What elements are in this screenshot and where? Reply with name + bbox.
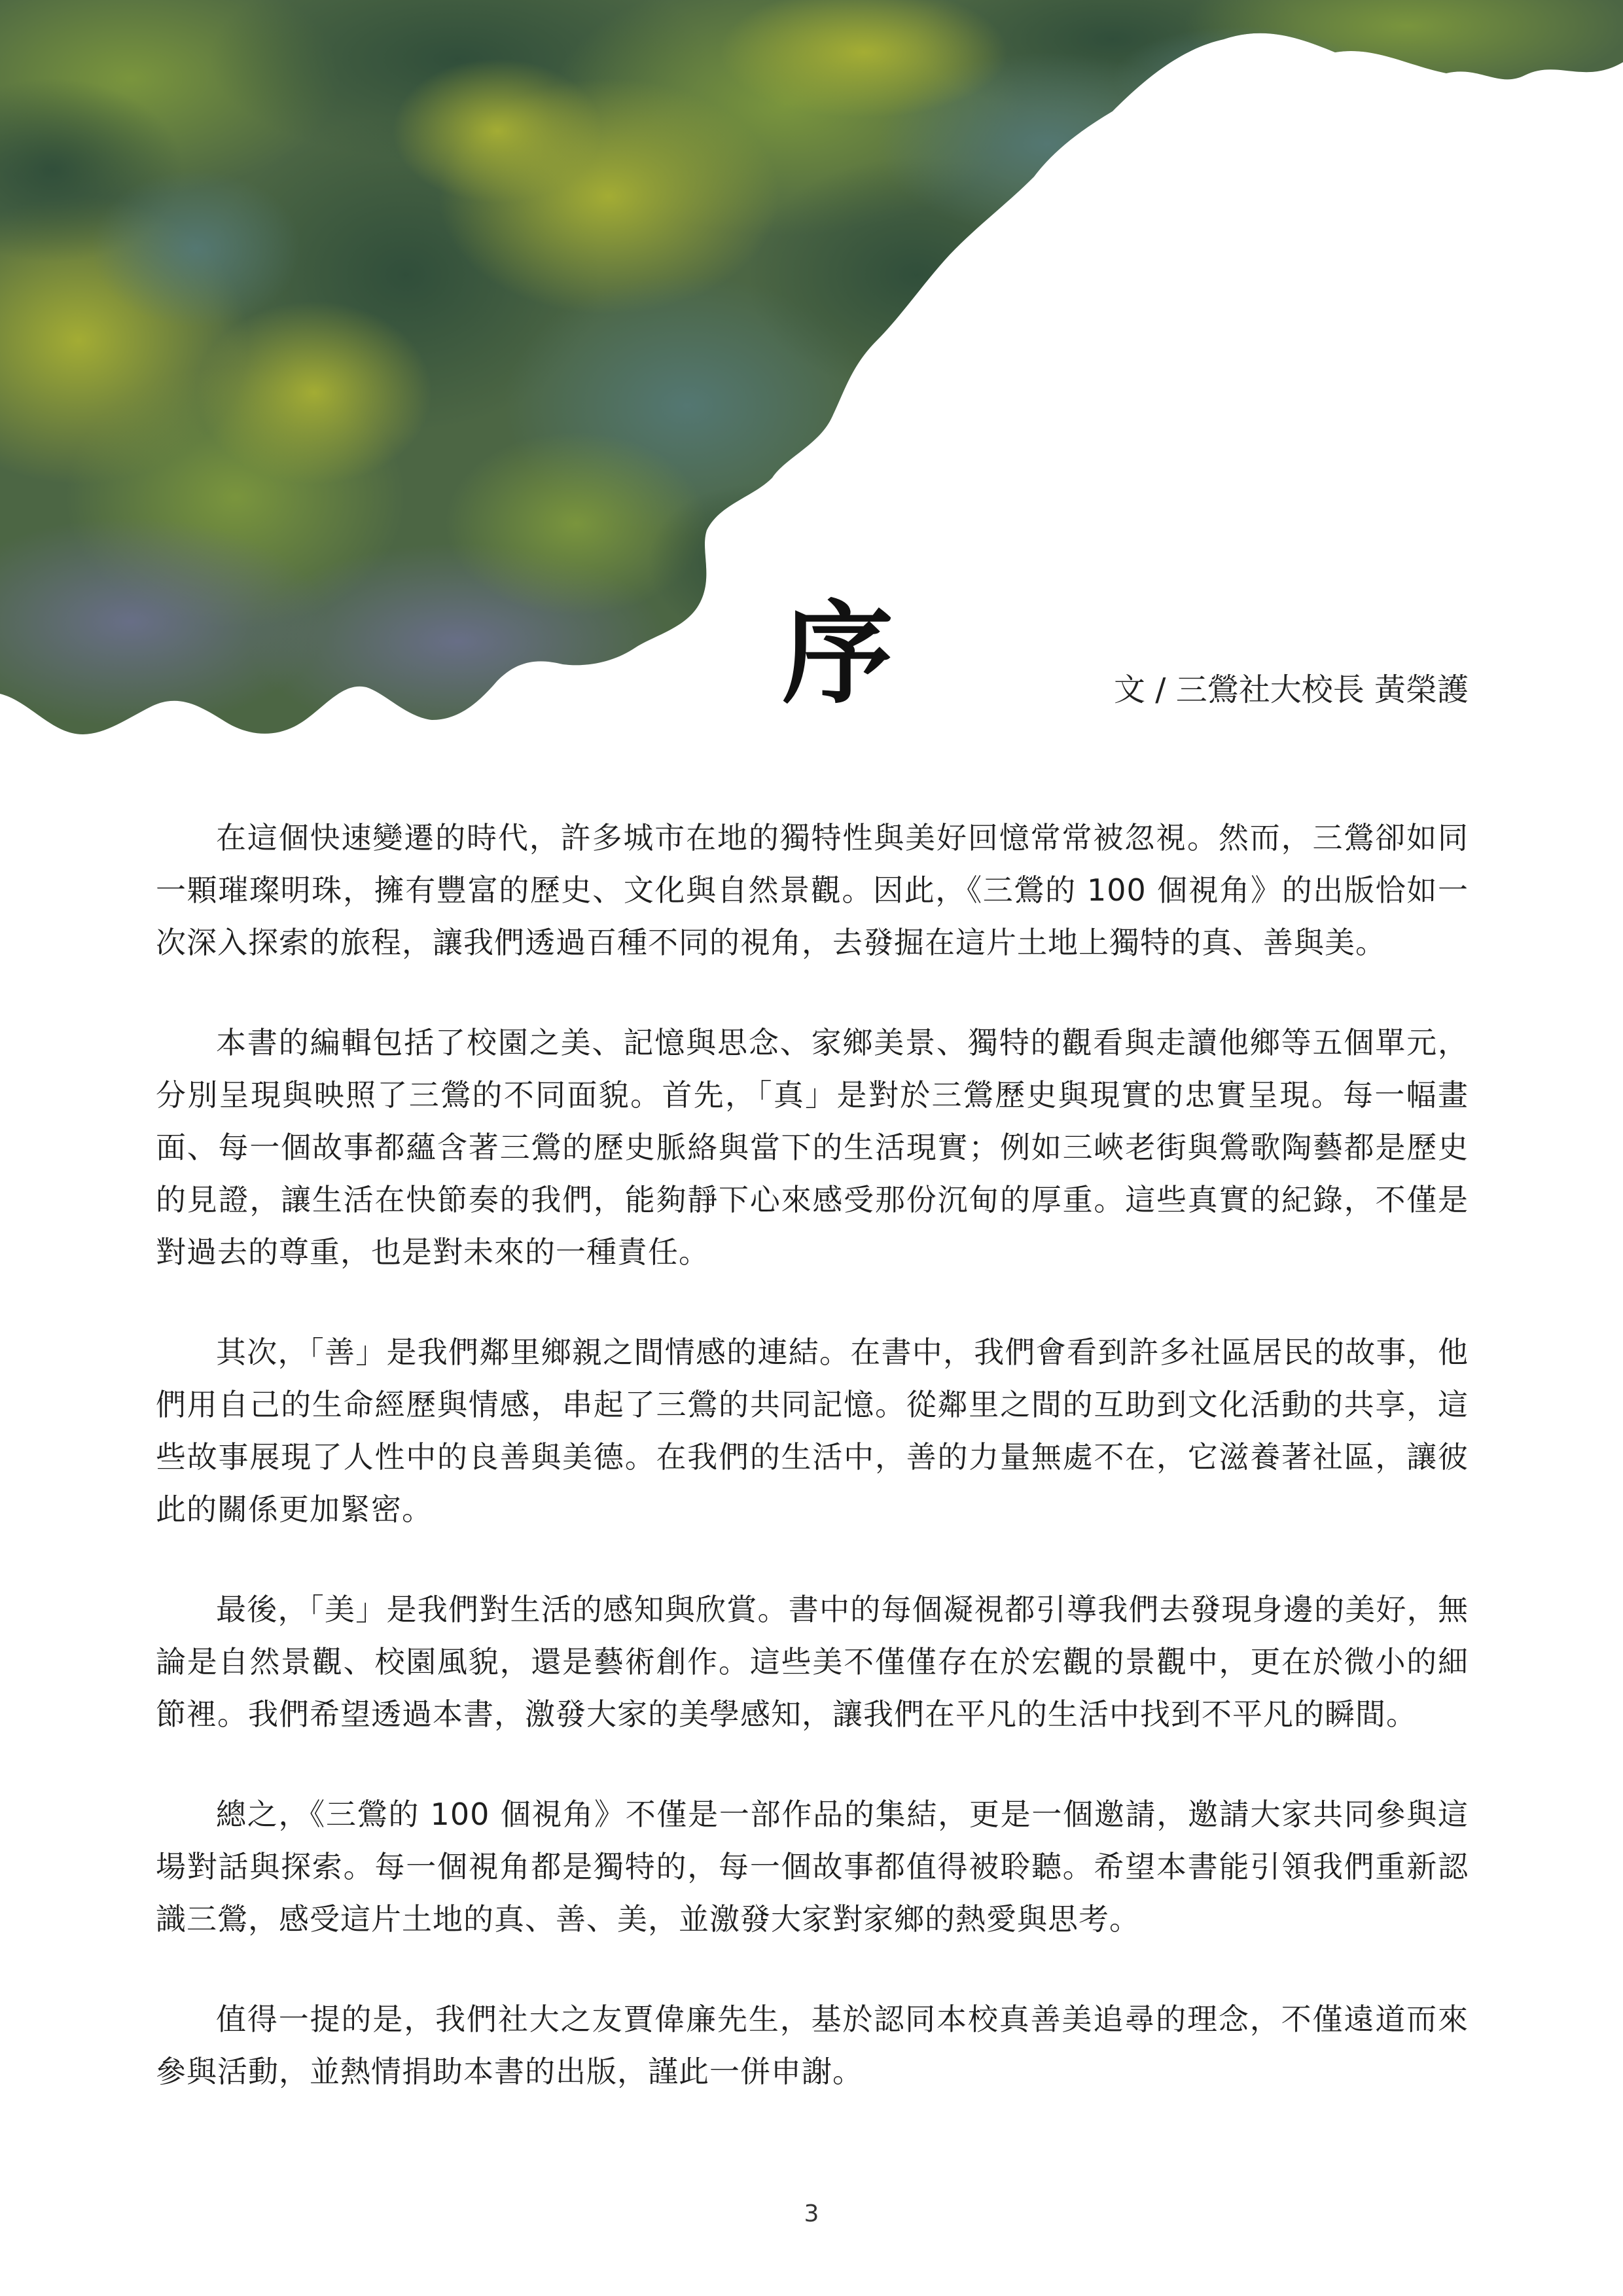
paragraph-6: 值得一提的是，我們社大之友賈偉廉先生，基於認同本校真善美追尋的理念，不僅遠道而來參與活動，並熱情捐助本書的出版，謹此一併申謝。 [156, 2001, 1469, 2089]
paragraph-1: 在這個快速變遷的時代，許多城市在地的獨特性與美好回憶常常被忽視。然而，三鶯卻如同一顆璀璨明珠，擁有豐富的歷史、文化與自然景觀。因此，《三鶯的 100 個視角》的出版恰如一次深入探索的旅程，讓我們透過百種不同的視角，去發掘在這片土地上獨特的真、善與美。 [156, 820, 1469, 960]
page-title: 序 [781, 590, 893, 719]
page-number: 3 [804, 2200, 819, 2227]
author-byline: 文 / 三鶯社大校長 黃榮護 [1114, 672, 1469, 708]
paragraph-2: 本書的編輯包括了校園之美、記憶與思念、家鄉美景、獨特的觀看與走讀他鄉等五個單元，分別呈現與映照了三鶯的不同面貌。首先，「真」是對於三鶯歷史與現實的忠實呈現。每一幅畫面、每一個故事都蘊含著三鶯的歷史脈絡與當下的生活現實；例如三峽老街與鶯歌陶藝都是歷史的見證，讓生活在快節奏的我們，能夠靜下心來感受那份沉甸的厚重。這些真實的紀錄，不僅是對過去的尊重，也是對未來的一種責任。 [156, 1025, 1469, 1270]
paragraph-4: 最後，「美」是我們對生活的感知與欣賞。書中的每個凝視都引導我們去發現身邊的美好，無論是自然景觀、校園風貌，還是藝術創作。這些美不僅僅存在於宏觀的景觀中，更在於微小的細節裡。我們希望透過本書，激發大家的美學感知，讓我們在平凡的生活中找到不平凡的瞬間。 [156, 1592, 1469, 1732]
paragraph-3: 其次，「善」是我們鄰里鄉親之間情感的連結。在書中，我們會看到許多社區居民的故事，他們用自己的生命經歷與情感，串起了三鶯的共同記憶。從鄰里之間的互助到文化活動的共享，這些故事展現了人性中的良善與美德。在我們的生活中，善的力量無處不在，它滋養著社區，讓彼此的關係更加緊密。 [156, 1335, 1469, 1527]
preface-body [156, 812, 1469, 2145]
paragraph-5: 總之，《三鶯的 100 個視角》不僅是一部作品的集結，更是一個邀請，邀請大家共同參與這場對話與探索。每一個視角都是獨特的，每一個故事都值得被聆聽。希望本書能引領我們重新認識三鶯，感受這片土地的真、善、美，並激發大家對家鄉的熱愛與思考。 [156, 1797, 1469, 1937]
